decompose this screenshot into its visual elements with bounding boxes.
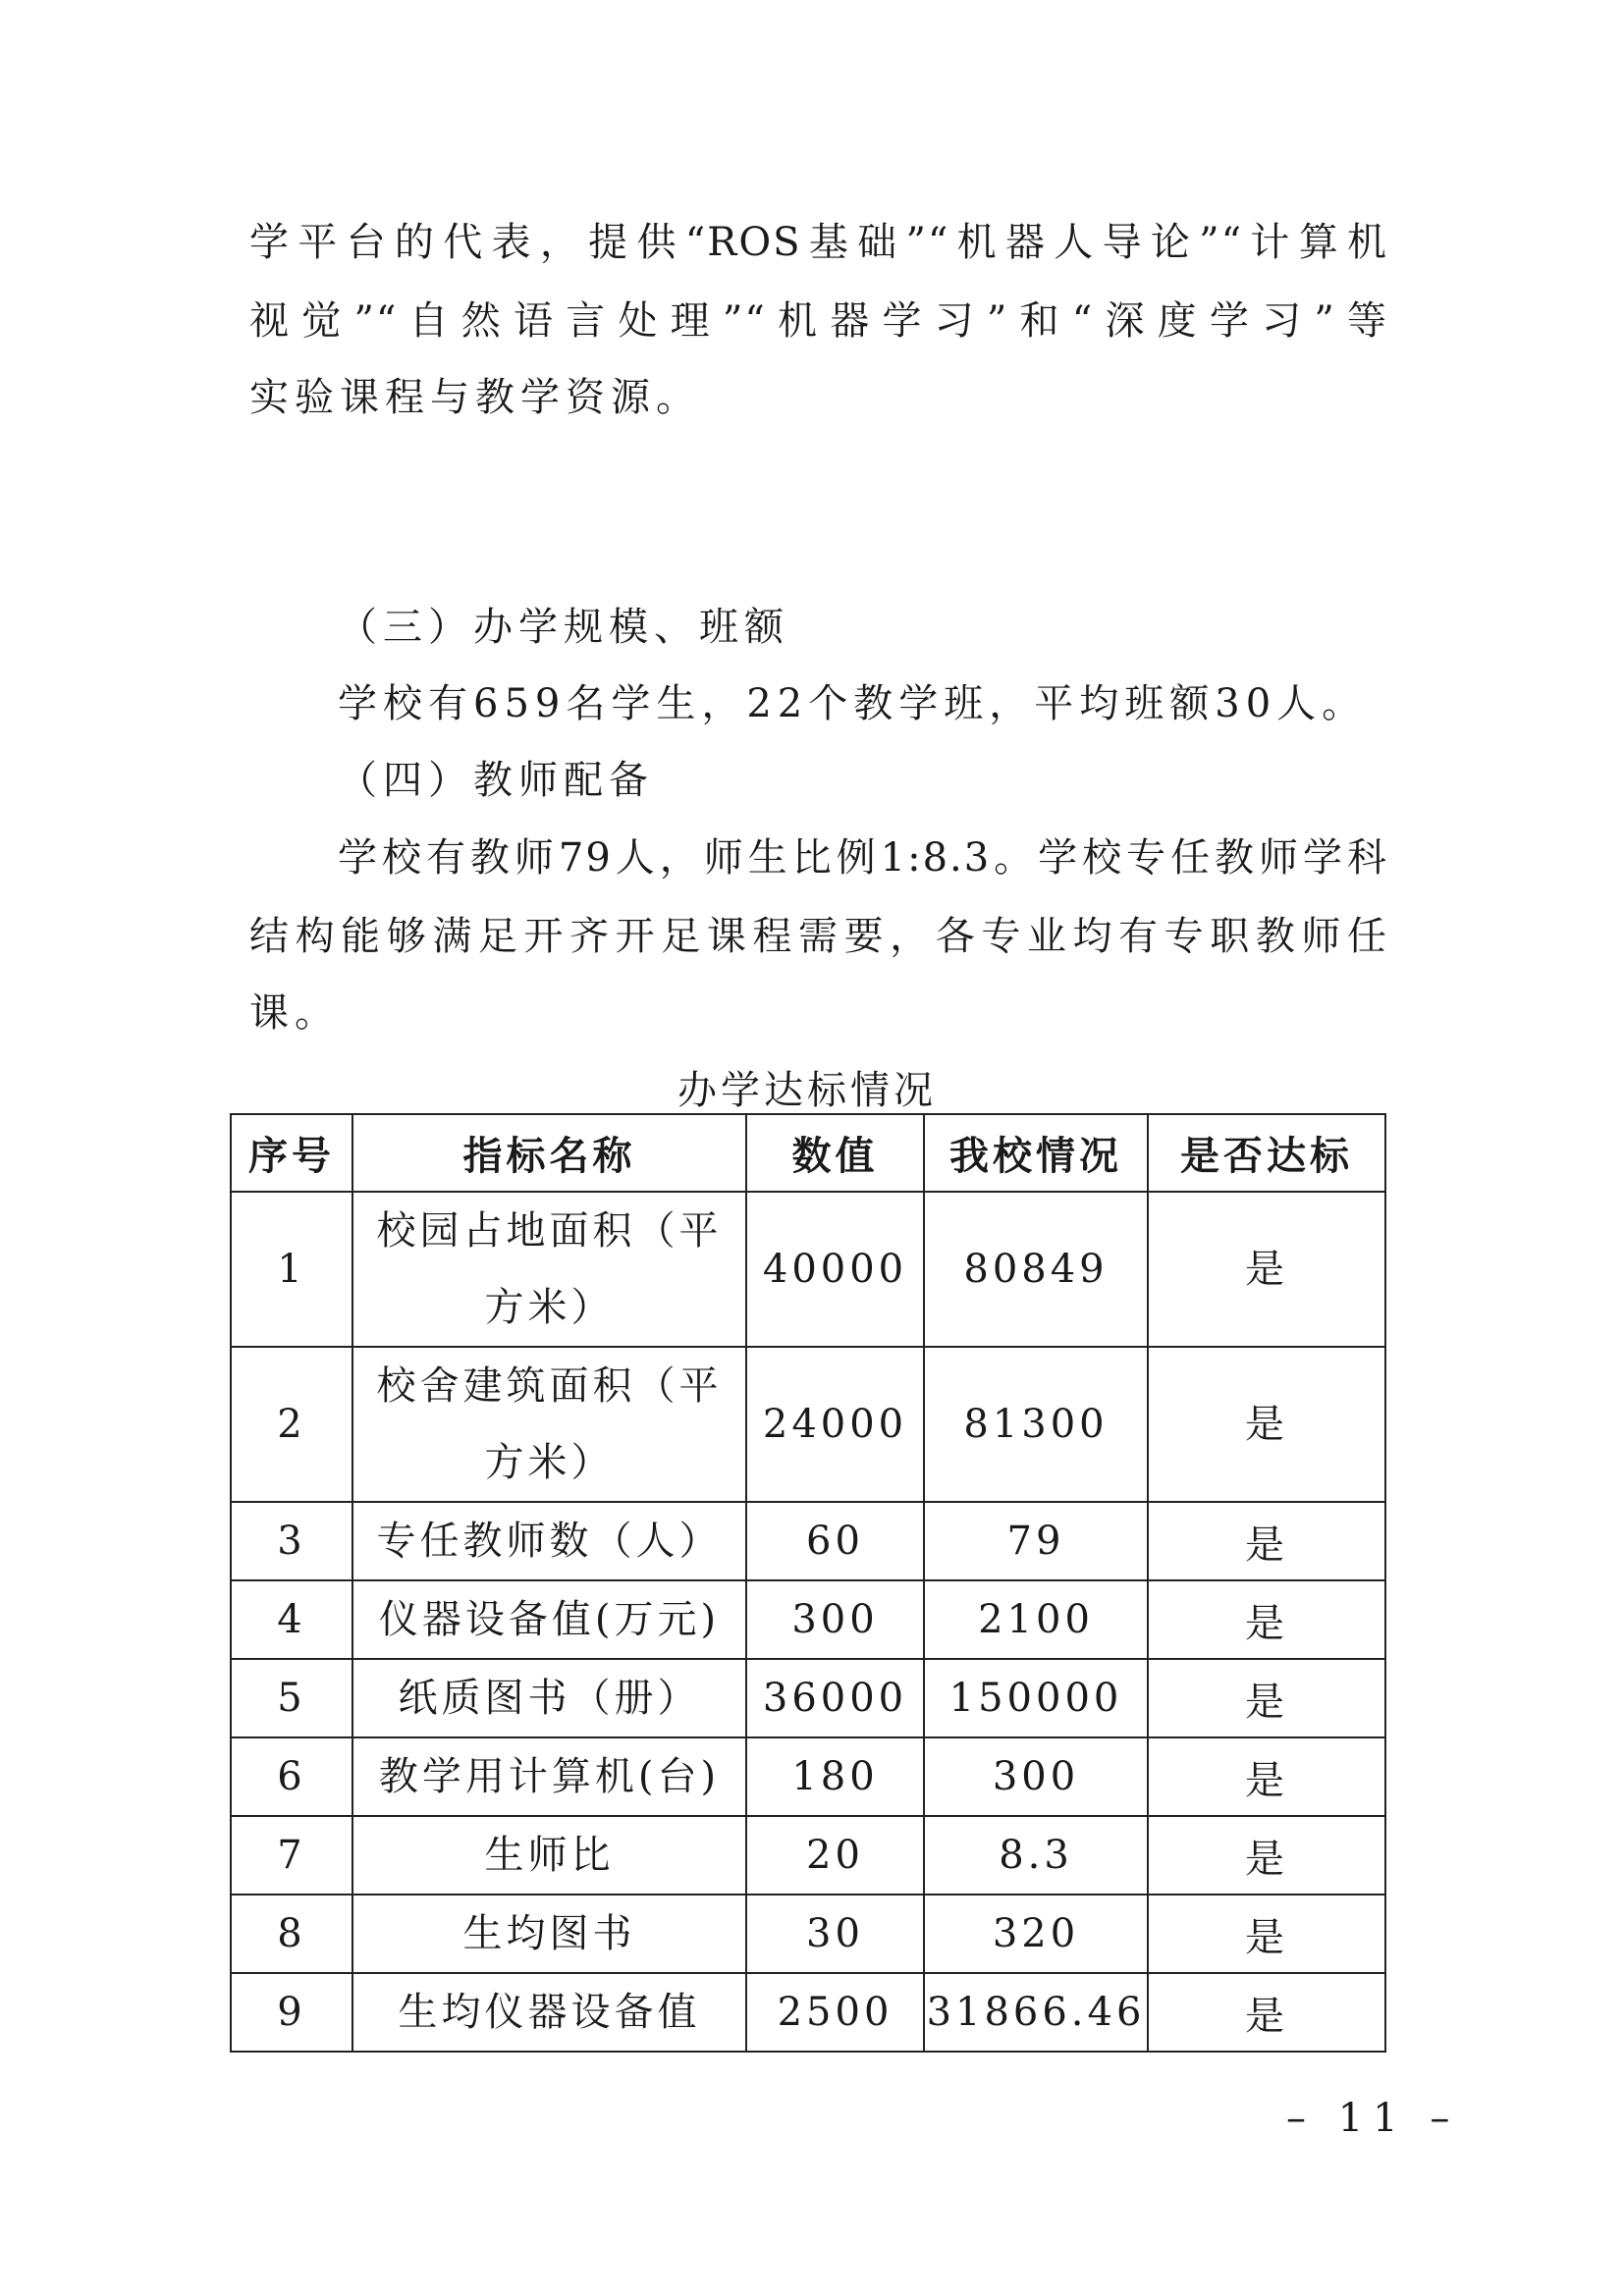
cell-name: 生师比 bbox=[352, 1816, 746, 1895]
cell-name: 校园占地面积（平方米） bbox=[352, 1192, 746, 1347]
table-row bbox=[231, 1192, 1385, 1347]
cell-name: 教学用计算机(台) bbox=[352, 1737, 746, 1816]
cell-name: 生均图书 bbox=[352, 1895, 746, 1973]
cell-name: 纸质图书（册） bbox=[352, 1659, 746, 1737]
cell-no: 8 bbox=[231, 1895, 352, 1973]
section4-line-2: 结构能够满足开齐开足课程需要，各专业均有专职教师任 bbox=[249, 914, 1388, 959]
cell-standard: 30 bbox=[746, 1895, 924, 1973]
table-header-row bbox=[231, 1114, 1385, 1192]
cell-no: 5 bbox=[231, 1659, 352, 1737]
table-row bbox=[231, 1347, 1385, 1502]
cell-met: 是 bbox=[1148, 1895, 1385, 1973]
cell-met: 是 bbox=[1148, 1192, 1385, 1347]
cell-name: 校舍建筑面积（平方米） bbox=[352, 1347, 746, 1502]
cell-no: 2 bbox=[231, 1347, 352, 1502]
cell-ours: 81300 bbox=[924, 1347, 1148, 1502]
page-number: – 11 – bbox=[1286, 2096, 1460, 2141]
table-row bbox=[231, 1973, 1385, 2052]
header-name: 指标名称 bbox=[352, 1114, 746, 1192]
cell-name: 专任教师数（人） bbox=[352, 1502, 746, 1580]
table-row bbox=[231, 1737, 1385, 1816]
cell-standard: 2500 bbox=[746, 1973, 924, 2052]
section3-heading: （三）办学规模、班额 bbox=[338, 605, 789, 650]
cell-ours: 8.3 bbox=[924, 1816, 1148, 1895]
cell-ours: 320 bbox=[924, 1895, 1148, 1973]
cell-no: 4 bbox=[231, 1580, 352, 1659]
cell-no: 6 bbox=[231, 1737, 352, 1816]
section3-text: 学校有659名学生，22个教学班，平均班额30人。 bbox=[338, 681, 1368, 726]
cell-standard: 36000 bbox=[746, 1659, 924, 1737]
cell-standard: 20 bbox=[746, 1816, 924, 1895]
header-no: 序号 bbox=[231, 1114, 352, 1192]
table-row bbox=[231, 1659, 1385, 1737]
cell-standard: 300 bbox=[746, 1580, 924, 1659]
cell-ours: 300 bbox=[924, 1737, 1148, 1816]
section4-line-3: 课。 bbox=[249, 990, 340, 1036]
paragraph-line-1: 学平台的代表，提供“ROS基础”“机器人导论”“计算机 bbox=[249, 220, 1388, 265]
header-ours: 我校情况 bbox=[924, 1114, 1148, 1192]
section4-heading: （四）教师配备 bbox=[338, 758, 654, 803]
cell-no: 7 bbox=[231, 1816, 352, 1895]
table-row bbox=[231, 1816, 1385, 1895]
cell-ours: 80849 bbox=[924, 1192, 1148, 1347]
cell-standard: 24000 bbox=[746, 1347, 924, 1502]
cell-met: 是 bbox=[1148, 1502, 1385, 1580]
paragraph-line-3: 实验课程与教学资源。 bbox=[249, 375, 701, 420]
cell-ours: 79 bbox=[924, 1502, 1148, 1580]
header-met: 是否达标 bbox=[1148, 1114, 1385, 1192]
cell-name: 仪器设备值(万元) bbox=[352, 1580, 746, 1659]
section4-line-1: 学校有教师79人，师生比例1:8.3。学校专任教师学科 bbox=[338, 835, 1388, 881]
cell-met: 是 bbox=[1148, 1347, 1385, 1502]
cell-standard: 180 bbox=[746, 1737, 924, 1816]
cell-met: 是 bbox=[1148, 1580, 1385, 1659]
cell-met: 是 bbox=[1148, 1659, 1385, 1737]
cell-ours: 2100 bbox=[924, 1580, 1148, 1659]
cell-no: 9 bbox=[231, 1973, 352, 2052]
cell-standard: 60 bbox=[746, 1502, 924, 1580]
cell-no: 1 bbox=[231, 1192, 352, 1347]
table-row bbox=[231, 1580, 1385, 1659]
cell-ours: 31866.46 bbox=[924, 1973, 1148, 2052]
cell-met: 是 bbox=[1148, 1973, 1385, 2052]
table-row bbox=[231, 1895, 1385, 1973]
cell-name: 生均仪器设备值 bbox=[352, 1973, 746, 2052]
cell-standard: 40000 bbox=[746, 1192, 924, 1347]
cell-ours: 150000 bbox=[924, 1659, 1148, 1737]
header-standard: 数值 bbox=[746, 1114, 924, 1192]
cell-no: 3 bbox=[231, 1502, 352, 1580]
table-caption: 办学达标情况 bbox=[677, 1068, 937, 1113]
paragraph-line-2: 视觉”“自然语言处理”“机器学习”和“深度学习”等 bbox=[249, 298, 1388, 344]
standards-table bbox=[230, 1113, 1386, 2053]
cell-met: 是 bbox=[1148, 1816, 1385, 1895]
cell-met: 是 bbox=[1148, 1737, 1385, 1816]
table-row bbox=[231, 1502, 1385, 1580]
